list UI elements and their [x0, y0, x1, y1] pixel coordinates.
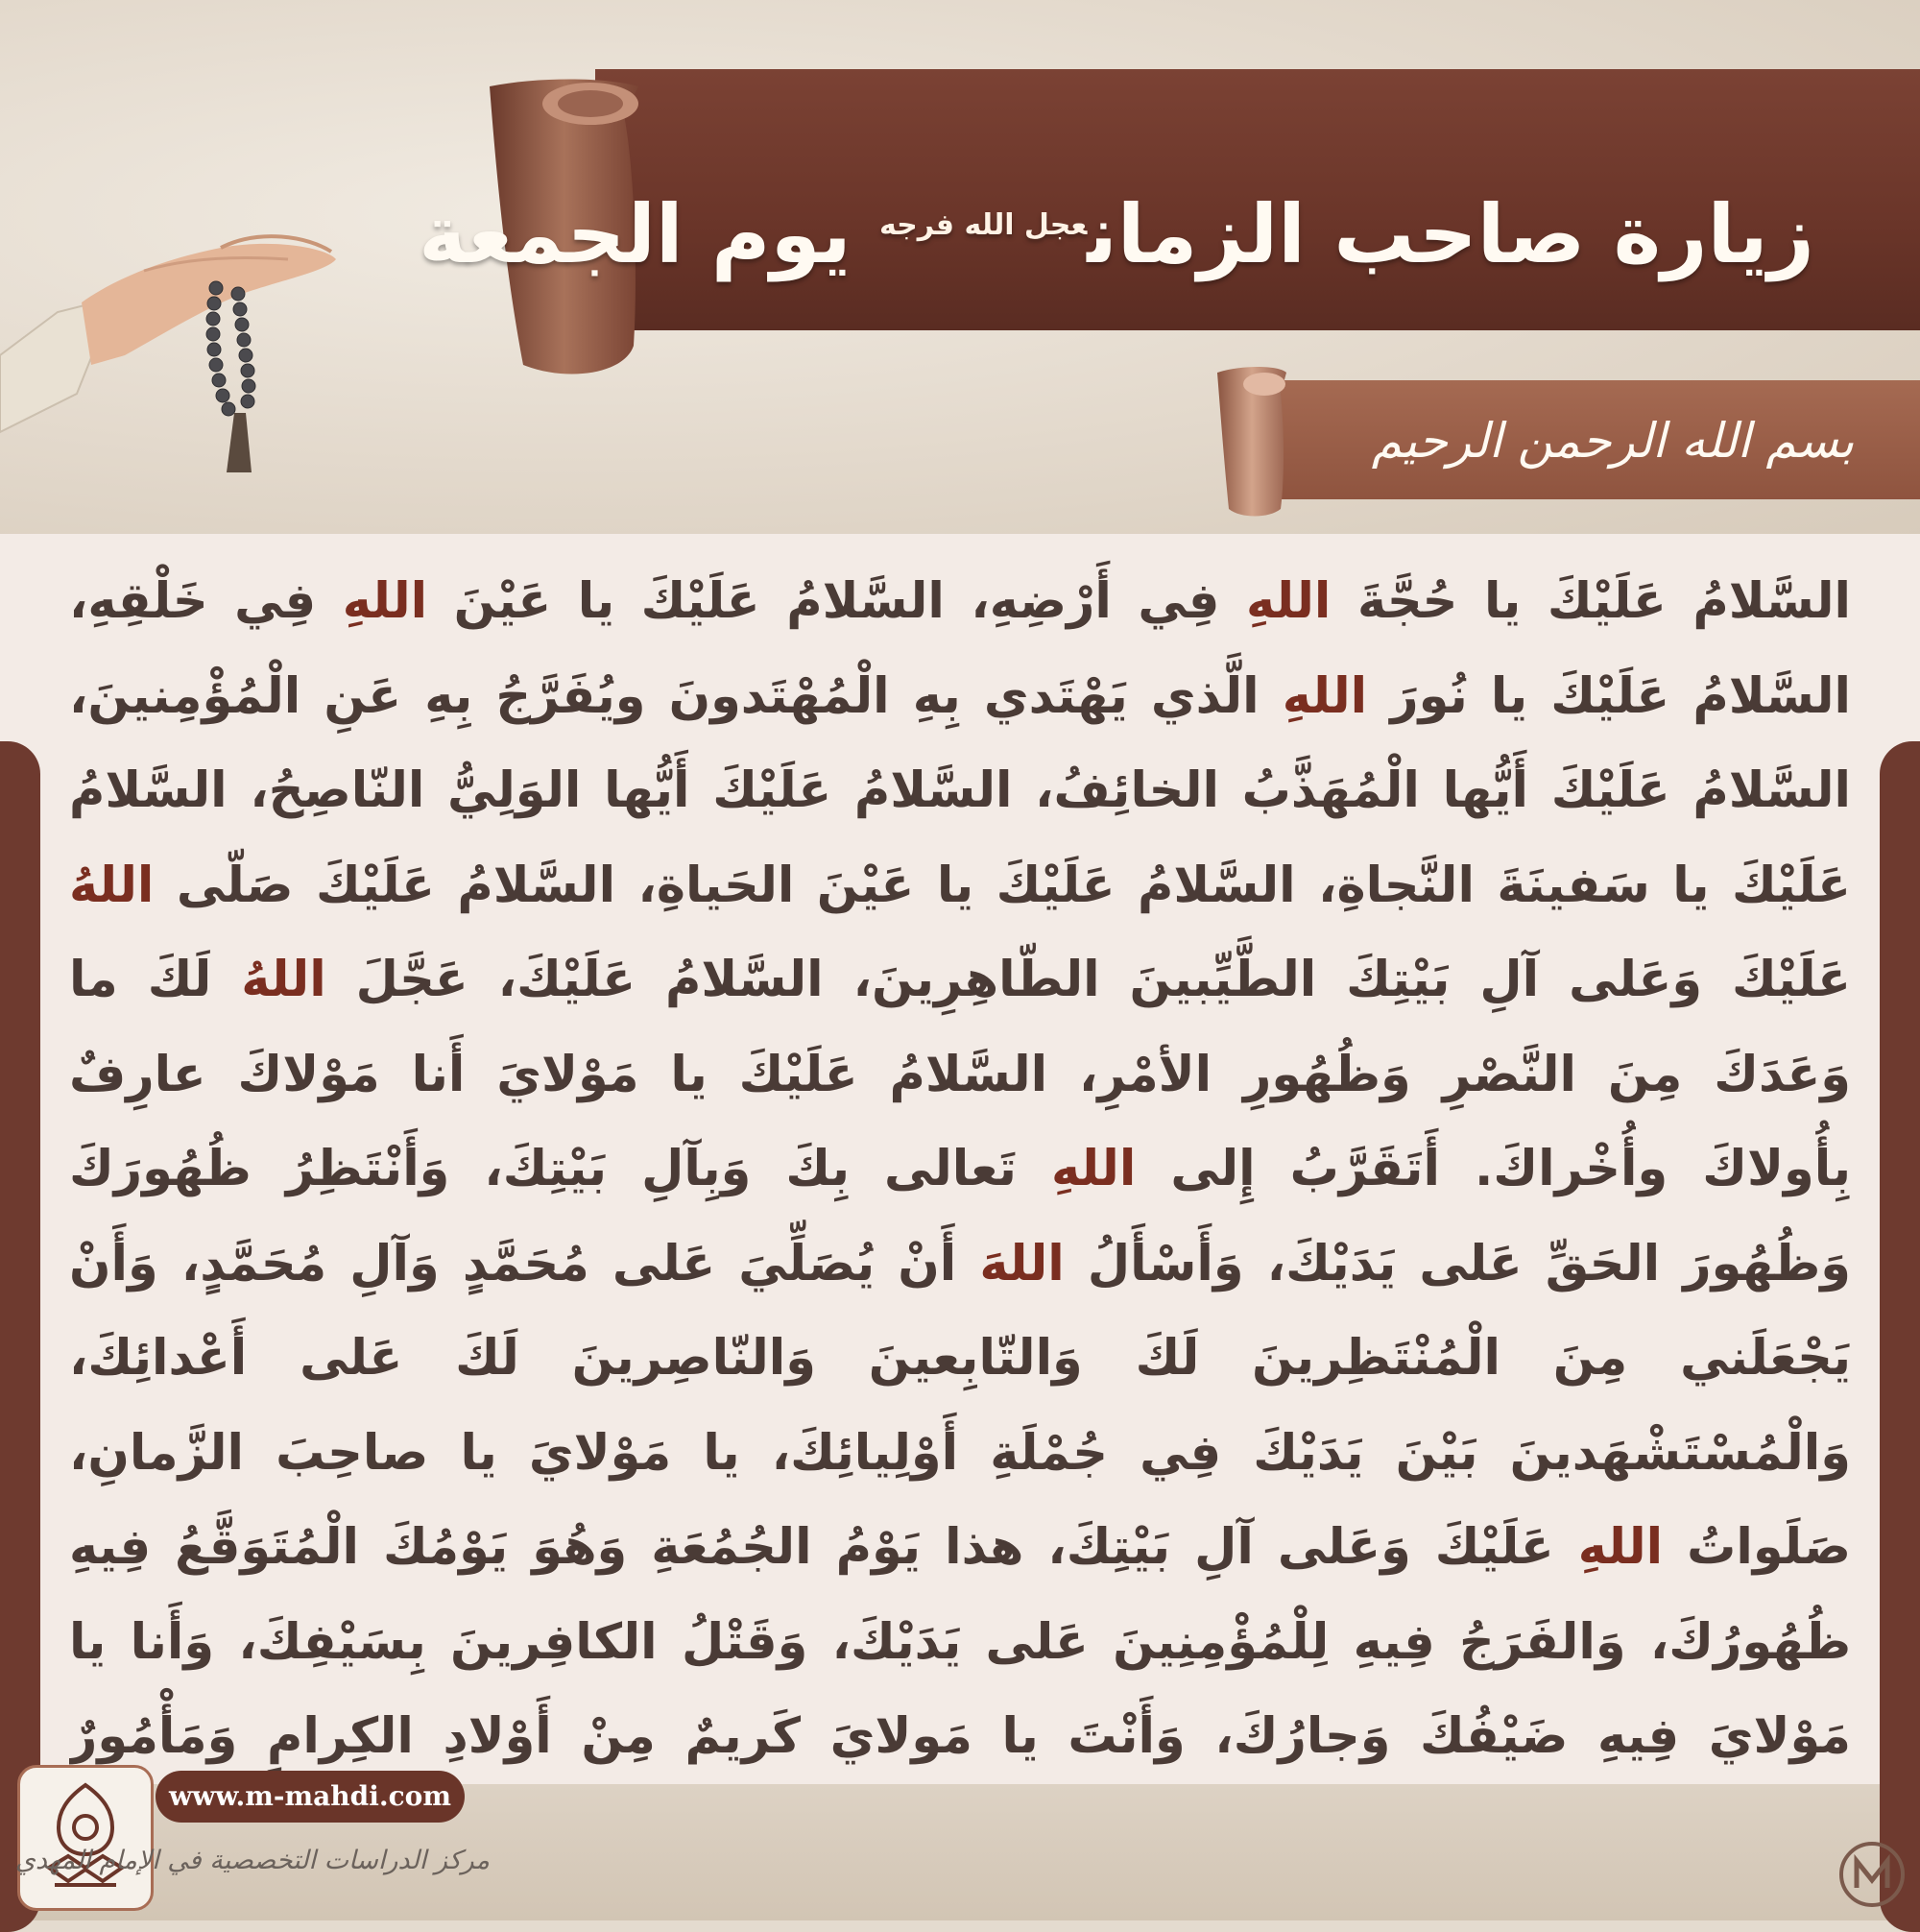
emphasized-word: اللهِ: [1050, 1141, 1137, 1197]
emphasized-word: اللهِ: [342, 573, 428, 630]
title-text-first: زيارة صاحب الزمان: [1087, 187, 1814, 281]
title-text-second: يوم الجمعة: [419, 187, 852, 281]
right-accent-bar: [1880, 741, 1920, 1932]
emphasized-word: اللهَ: [979, 1235, 1065, 1292]
ziyarah-text: [69, 555, 1851, 1775]
basmala: بسم الله الرحمن الرحيم: [1371, 413, 1855, 469]
text-segment: فِي أَرْضِهِ، السَّلامُ عَلَيْكَ يا عَيْنَ: [427, 573, 1246, 630]
text-segment: الَّذي يَهْتَدي بِهِ الْمُهْتَدونَ ويُفَرَّجُ بِهِ عَنِ الْمُؤْمِنينَ، السَّلامُ عَلَيْكَ أَيُّها الْمُهَذَّبُ الخائِفُ، السَّلامُ عَلَيْكَ أَيُّها الوَلِيُّ النّاصِحُ، السَّلامُ عَلَيْكَ يا سَفينَةَ النَّجاةِ، السَّلامُ عَلَيْكَ يا عَيْنَ الحَياةِ، السَّلامُ عَلَيْكَ صَلّى: [69, 667, 1851, 914]
emphasized-word: اللهُ: [241, 952, 326, 1008]
text-segment: أَنْ يُصَلِّيَ عَلى مُحَمَّدٍ وَآلِ مُحَمَّدٍ، وَأَنْ يَجْعَلَني مِنَ الْمُنْتَظِرينَ لَكَ وَالتّابِعينَ وَالنّاصِرينَ لَكَ عَلى أَعْدائِكَ، وَالْمُسْتَشْهَدينَ بَيْنَ يَدَيْكَ فِي جُمْلَةِ أَوْلِيائِكَ، يا مَوْلايَ يا صاحِبَ الزَّمانِ، صَلَواتُ: [69, 1235, 1851, 1576]
text-segment: السَّلامُ عَلَيْكَ يا حُجَّةَ: [1331, 573, 1851, 630]
text-segment: لَكَ ما وَعَدَكَ مِنَ النَّصْرِ وَظُهُورِ الأمْرِ، السَّلامُ عَلَيْكَ يا مَوْلايَ أَنا مَوْلاكَ عارِفٌ بِأُولاكَ وأُخْراكَ. أَتَقَرَّبُ إِلى: [69, 952, 1851, 1197]
hand-with-prayer-beads-illustration: [0, 115, 346, 480]
page-title: [419, 154, 1814, 298]
text-segment: عَلَيْكَ وَعَلى آلِ بَيْتِكَ الطَّيِّبينَ الطّاهِرِينَ، السَّلامُ عَلَيْكَ، عَجَّلَ: [325, 952, 1851, 1008]
mn-monogram-icon: [1836, 1838, 1908, 1911]
text-segment: فِي خَلْقِهِ، السَّلامُ عَلَيْكَ يا نُورَ: [69, 573, 1851, 725]
website-link[interactable]: www.m-mahdi.com: [156, 1771, 465, 1823]
emphasized-word: اللهِ: [1577, 1519, 1664, 1576]
left-accent-bar: [0, 741, 40, 1932]
text-segment: تَعالى بِكَ وَبِآلِ بَيْتِكَ، وَأَنْتَظِرُ ظُهُورَكَ وَظُهُورَ الحَقِّ عَلى يَدَيْكَ، وَأَسْأَلُ: [69, 1141, 1851, 1292]
title-honorific: عجل الله فرجه: [878, 208, 1088, 242]
emphasized-word: اللهِ: [1282, 667, 1368, 725]
text-segment: عَلَيْكَ وَعَلى آلِ بَيْتِكَ، هذا يَوْمُ الجُمُعَةِ وَهُوَ يَوْمُكَ الْمُتَوَقَّعُ فِيهِ ظُهُورُكَ، وَالفَرَجُ فِيهِ لِلْمُؤْمِنِينَ عَلى يَدَيْكَ، وَقَتْلُ الكافِرينَ بِسَيْفِكَ، وَأَنا يا مَوْلايَ فِيهِ ضَيْفُكَ وَجارُكَ، وَأَنْتَ يا مَولايَ كَريمٌ مِنْ أَوْلادِ الكِرامِ وَمَأْمُورٌ: [69, 1519, 1851, 1765]
emphasized-word: اللهِ: [1245, 573, 1332, 630]
scroll-roll-icon: [1212, 365, 1288, 519]
center-name: مركز الدراسات التخصصية في الإمام المهدي: [14, 1846, 490, 1875]
emphasized-word: اللهُ: [69, 857, 155, 914]
